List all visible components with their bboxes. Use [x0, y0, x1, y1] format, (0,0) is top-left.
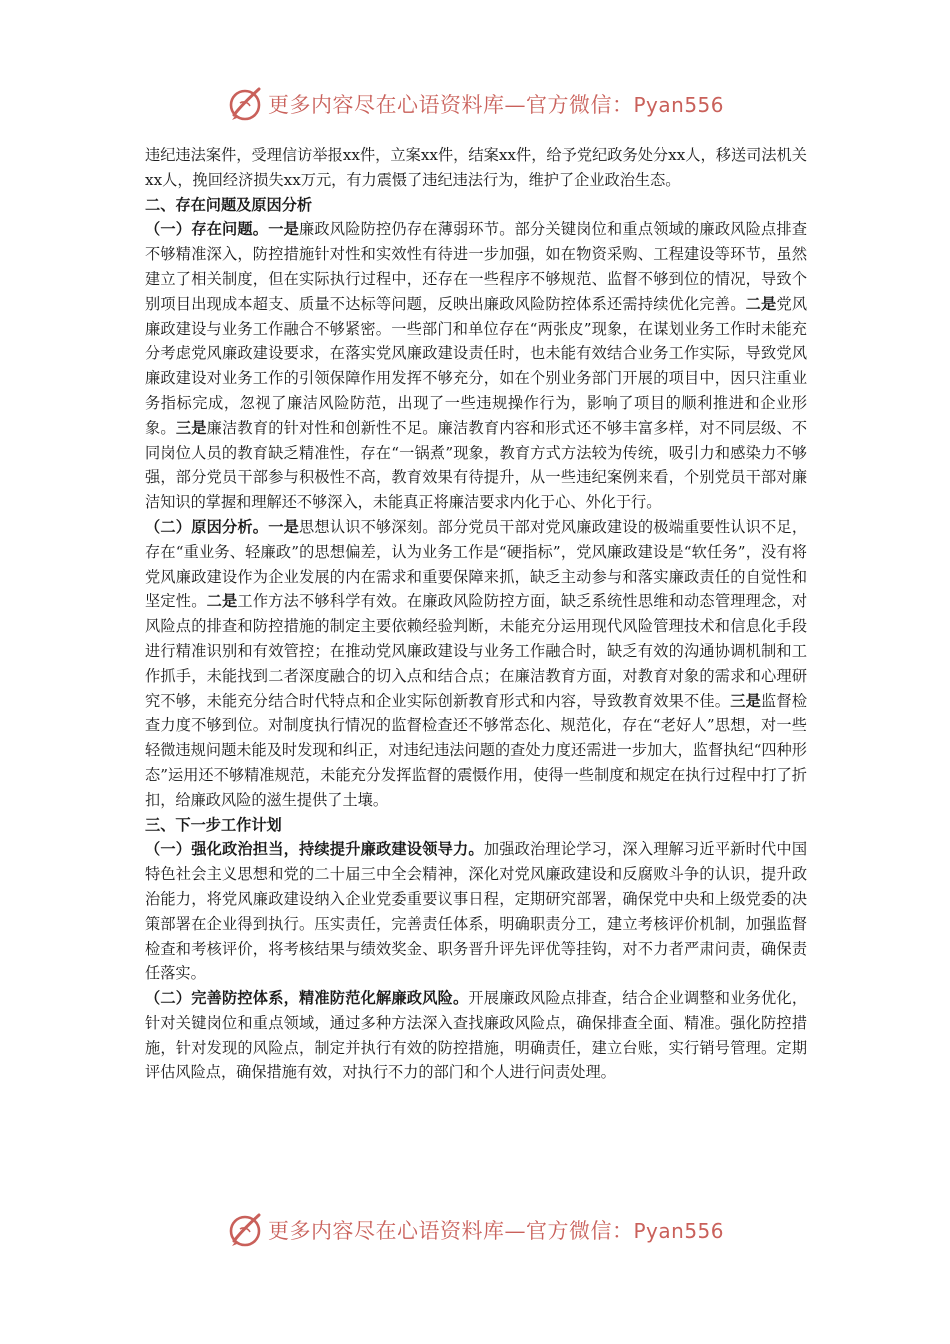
point-text: 工作方法不够科学有效。在廉政风险防控方面，缺乏系统性思维和动态管理理念，对风险点的排查和防控措施的制定主要依赖经验判断，未能充分运用现代风险管理技术和信息化手段进行精准识别和有效管控；在推动党风廉政建设与业务工作融合时，缺乏有效的沟通协调机制和工作抓手，未能找到二者深度融合的切入点和结合点；在廉洁教育方面，对教育对象的需求和心理研究不够，未能充分结合时代特点和企业实际创新教育形式和内容，导致教育效果不佳。	[145, 592, 808, 710]
paragraph-plan-2	[145, 986, 807, 1085]
header-watermark-code: Pyan556	[633, 93, 724, 117]
point-label: 一是	[268, 517, 300, 536]
brush-logo-icon	[226, 85, 264, 123]
footer-watermark-code: Pyan556	[633, 1219, 724, 1243]
point-label: 二是	[745, 294, 777, 313]
point-text: 廉政风险防控仍存在薄弱环节。部分关键岗位和重点领域的廉政风险点排查不够精准深入，防控措施针对性和实效性有待进一步加强，如在物资采购、工程建设等环节，虽然建立了相关制度，但在实际执行过程中，还存在一些程序不够规范、监督不够到位的情况，导致个别项目出现成本超支、质量不达标等问题，反映出廉政风险防控体系还需持续优化完善。	[145, 220, 808, 313]
point-text: 监督检查力度不够到位。对制度执行情况的监督检查还不够常态化、规范化，存在“老好人”思想，对一些轻微违规问题未能及时发现和纠正，对违纪违法问题的查处力度还需进一步加大，监督执纪“四种形态”运用还不够精准规范，未能充分发挥监督的震慑作用，使得一些制度和规定在执行过程中打了折扣，给廉政风险的滋生提供了土壤。	[145, 691, 808, 809]
footer-watermark-text	[268, 1215, 724, 1245]
footer-watermark-label: 更多内容尽在心语资料库—官方微信：	[267, 1219, 634, 1243]
section-heading-plan: 三、下一步工作计划	[145, 815, 282, 834]
point-text: 廉洁教育的针对性和创新性不足。廉洁教育内容和形式还不够丰富多样，对不同层级、不同岗位人员的教育缺乏精准性，存在“一锅煮”现象，教育方式方法较为传统，吸引力和感染力不够强，部分党员干部参与积极性不高，教育效果有待提升，从一些违纪案例来看，个别党员干部对廉洁知识的掌握和理解还不够深入，未能真正将廉洁要求内化于心、外化于行。	[145, 418, 808, 512]
plan-1-text: 加强政治理论学习，深入理解习近平新时代中国特色社会主义思想和党的二十届三中全会精神，深化对党风廉政建设和反腐败斗争的认识，提升政治能力，将党风廉政建设纳入企业党委重要议事日程，定期研究部署，确保党中央和上级党委的决策部署在企业得到执行。压实责任，完善责任体系，明确职责分工，建立考核评价机制，加强监督检查和考核评价，将考核结果与绩效奖金、职务晋升评先评优等挂钩，对不力者严肃问责，确保责任落实。	[145, 840, 808, 983]
header-watermark-text	[268, 89, 724, 119]
point-text: 思想认识不够深刻。部分党员干部对党风廉政建设的极端重要性认识不足，存在“重业务、轻廉政”的思想偏差，认为业务工作是“硬指标”，党风廉政建设是“软任务”，没有将党风廉政建设作为企业发展的内在需求和重要保障来抓，缺乏主动参与和落实廉政责任的自觉性和坚定性。	[145, 517, 808, 611]
paragraph-intro: 违纪违法案件，受理信访举报xx件，立案xx件，结案xx件，给予党纪政务处分xx人，移送司法机关xx人，挽回经济损失xx万元，有力震慑了违纪违法行为，维护了企业政治生态。	[145, 146, 807, 189]
paragraph-plan-1	[145, 837, 807, 986]
subheading-plan-2: （二）完善防控体系，精准防范化解廉政风险。	[145, 989, 469, 1008]
brush-logo-icon	[226, 1211, 264, 1249]
header-watermark-label: 更多内容尽在心语资料库—官方微信：	[267, 93, 634, 117]
header-watermark-banner	[0, 82, 950, 126]
document-body	[145, 143, 807, 1085]
section-heading-problems: 二、存在问题及原因分析	[145, 195, 313, 214]
point-text: 党风廉政建设与业务工作融合不够紧密。一些部门和单位存在“两张皮”现象，在谋划业务工作时未能充分考虑党风廉政建设要求，在落实党风廉政建设责任时，也未能有效结合业务工作实际，导致党风廉政建设对业务工作的引领保障作用发挥不够充分，如在个别业务部门开展的项目中，因只注重业务指标完成，忽视了廉洁风险防范，出现了一些违规操作行为，影响了项目的顺利推进和企业形象。	[145, 294, 808, 437]
paragraph-causes	[145, 515, 807, 813]
point-label: 一是	[268, 220, 300, 239]
subheading-plan-1: （一）强化政治担当，持续提升廉政建设领导力。	[145, 840, 484, 859]
subheading-causes: （二）原因分析。	[145, 517, 269, 536]
point-label: 三是	[175, 418, 207, 437]
point-label: 二是	[206, 592, 238, 611]
point-label: 三是	[730, 691, 762, 710]
subheading-problems: （一）存在问题。	[145, 220, 269, 239]
plan-2-text: 开展廉政风险点排查，结合企业调整和业务优化，针对关键岗位和重点领域，通过多种方法深入查找廉政风险点，确保排查全面、精准。强化防控措施，针对发现的风险点，制定并执行有效的防控措施，明确责任，建立台账，实行销号管理。定期评估风险点，确保措施有效，对执行不力的部门和个人进行问责处理。	[145, 989, 808, 1082]
paragraph-problems	[145, 217, 807, 515]
footer-watermark-banner	[0, 1208, 950, 1252]
